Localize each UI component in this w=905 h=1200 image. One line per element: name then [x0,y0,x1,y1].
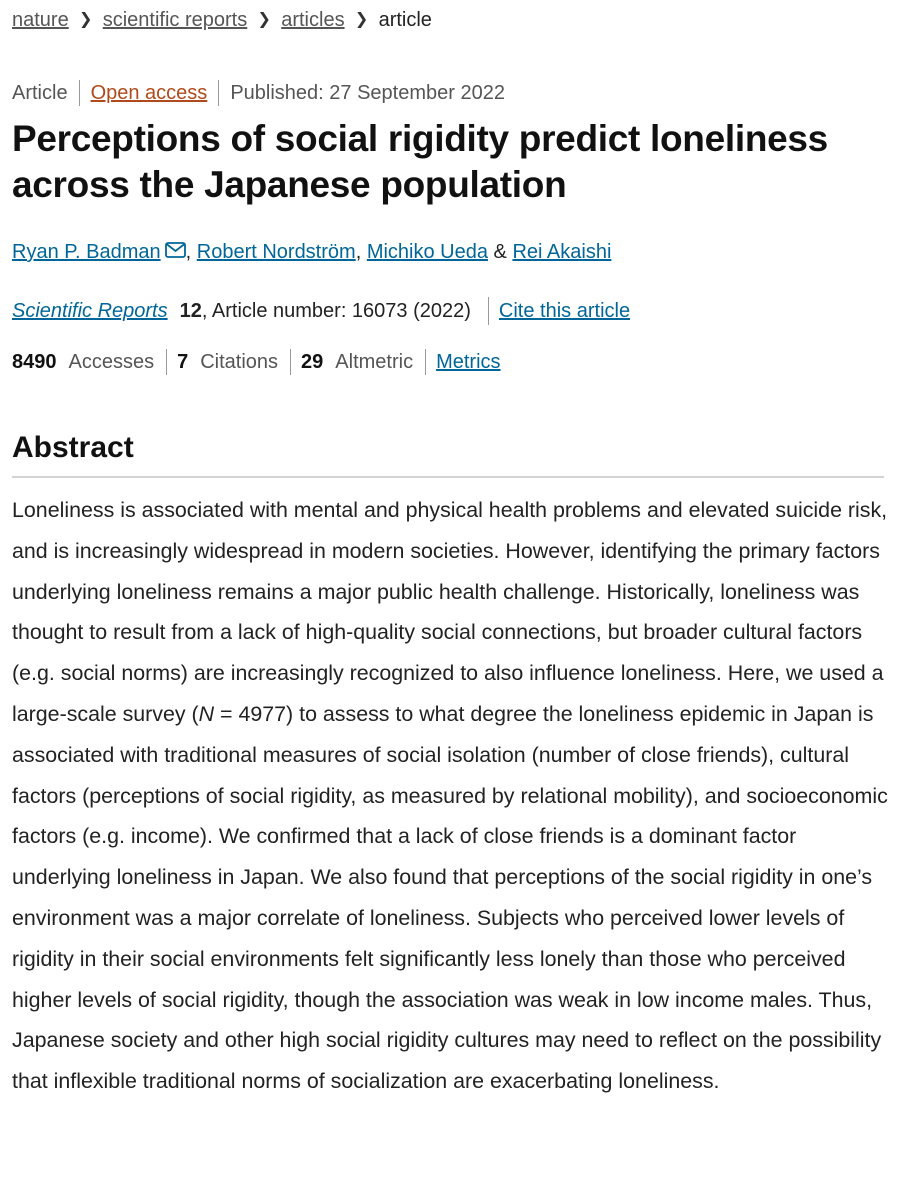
meta-divider [79,80,80,106]
author-separator: , [185,241,192,263]
abstract-divider [12,476,884,478]
author-separator: , [355,241,362,263]
journal-volume: 12 [179,300,202,322]
citations-count: 7 [177,351,189,373]
journal-link[interactable]: Scientific Reports [12,300,168,322]
chevron-right-icon: ❯ [79,11,93,28]
abstract-text-part-2: = 4977) to assess to what degree the loneliness epidemic in Japan is associated with traditional measures of social isolation (number of close friends), cultural factors (perceptions of social rigidity, as measured by relational mobility), and socioeconomic factors (e.g. income). We confirmed that a lack of close friends is a dominant factor underlying loneliness in Japan. We also found that perceptions of the social rigidity in one’s environment was a major correlate of loneliness. Subjects who perceived lower levels of rigidity in their social environments felt significantly less lonely than those who perceived higher levels of social rigidity, though the association was weak in low income males. Thus, Japanese society and other high social rigidity cultures may need to reflect on the possibility that inflexible traditional norms of socialization are exacerbating loneliness. [12,701,888,1094]
open-access-link[interactable]: Open access [90,82,208,104]
breadcrumb-link-nature[interactable]: nature [12,9,69,31]
chevron-right-icon: ❯ [354,11,369,28]
breadcrumb-link-articles[interactable]: articles [281,9,345,31]
altmetric-label: Altmetric [335,351,414,373]
article-meta [12,79,505,107]
article-title: Perceptions of social rigidity predict loneliness across the Japanese population [12,118,828,205]
chevron-right-icon: ❯ [257,11,271,28]
cite-article-link[interactable]: Cite this article [498,300,631,322]
breadcrumb-current: article [378,9,432,31]
sample-size-symbol: N [198,701,215,726]
accesses-count: 8490 [12,351,57,373]
journal-info [12,297,630,325]
meta-divider [218,80,219,106]
metrics-divider [425,349,426,375]
abstract-text-part-1: Loneliness is associated with mental and physical health problems and elevated suicide risk, and is increasingly widespread in modern societies. However, identifying the primary factors underlying loneliness remains a major public health challenge. Historically, loneliness was thought to result from a lack of high-quality social connections, but broader cultural factors (e.g. social norms) are increasingly recognized to also influence loneliness. Here, we used a large-scale survey ( [12,498,888,726]
envelope-icon-svg [165,242,186,258]
metrics-link[interactable]: Metrics [436,351,501,373]
published-date: Published: 27 September 2022 [230,82,505,104]
author-ampersand: & [493,241,507,263]
author-link-ueda[interactable]: Michiko Ueda [366,241,488,263]
author-link-akaishi[interactable]: Rei Akaishi [512,241,612,263]
accesses-label: Accesses [68,351,155,373]
journal-divider [488,297,489,325]
metrics-divider [290,349,291,375]
abstract-heading: Abstract [12,431,134,464]
citations-label: Citations [200,351,279,373]
article-number: , Article number: 16073 (2022) [201,300,471,322]
author-link-badman[interactable]: Ryan P. Badman [12,241,161,263]
abstract-text [12,490,888,1102]
email-icon[interactable] [165,238,186,254]
breadcrumb [12,6,432,34]
article-metrics [12,348,501,376]
altmetric-score: 29 [301,351,324,373]
author-list [12,238,611,266]
article-type: Article [12,82,68,104]
author-link-nordstrom[interactable]: Robert Nordström [196,241,356,263]
breadcrumb-link-scientific-reports[interactable]: scientific reports [102,9,248,31]
metrics-divider [166,349,167,375]
